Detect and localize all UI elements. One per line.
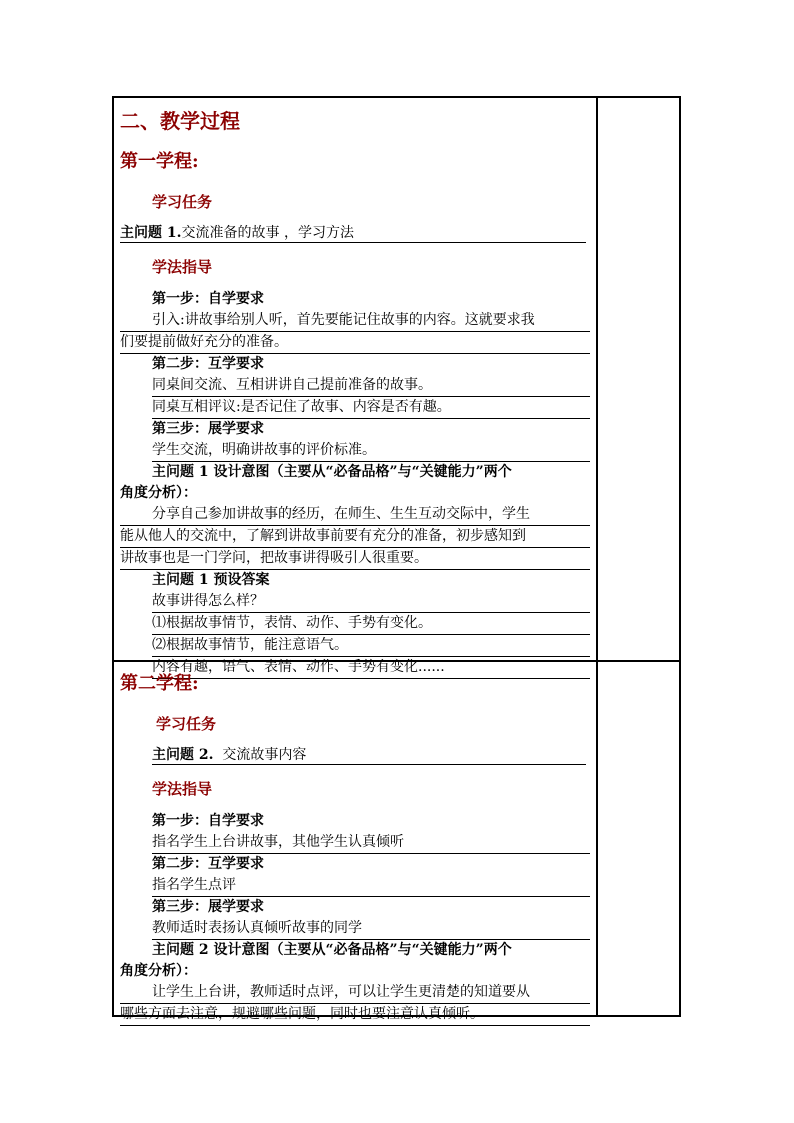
part2-question: [152, 746, 586, 765]
text-line: 指名学生上台讲故事，其他学生认真倾听: [152, 832, 590, 854]
part1-task-heading: 学习任务: [152, 193, 213, 211]
section-title: 二、教学过程: [120, 109, 240, 133]
text-line: ⑵根据故事情节，能注意语气。: [152, 635, 590, 657]
part2-intent-label-cont: 角度分析）：: [120, 963, 197, 979]
part2-step2-label: 第二步：互学要求: [152, 856, 264, 872]
column-divider: [596, 98, 598, 1015]
text-line: 学生交流，明确讲故事的评价标准。: [152, 440, 590, 462]
part1-intent-label: 主问题 1 设计意图（主要从“必备品格”与“关键能力”两个: [152, 464, 512, 480]
text-line: 们要提前做好充分的准备。: [120, 332, 590, 354]
text-line: 故事讲得怎么样？: [152, 591, 590, 613]
part1-step2-label: 第二步：互学要求: [152, 356, 264, 372]
text-line: 哪些方面去注意，规避哪些问题，同时也要注意认真倾听。: [120, 1004, 590, 1026]
text-line: 同桌互相评议:是否记住了故事、内容是否有趣。: [152, 397, 590, 419]
text-line: 引入:讲故事给别人听，首先要能记住故事的内容。这就要求我: [120, 310, 590, 332]
part1-question-label: 主问题 1.: [120, 225, 182, 241]
part2-method-heading: 学法指导: [152, 780, 213, 798]
part2-intent-label: 主问题 2 设计意图（主要从“必备品格”与“关键能力”两个: [152, 942, 512, 958]
text-line: 讲故事也是一门学问，把故事讲得吸引人很重要。: [120, 548, 590, 570]
text-line: 能从他人的交流中，了解到讲故事前要有充分的准备，初步感知到: [120, 526, 590, 548]
part2-intent-text: [120, 982, 590, 1026]
part2-task-heading: 学习任务: [156, 715, 217, 733]
part1-title: 第一学程:: [120, 151, 199, 172]
text-line: ⑴根据故事情节，表情、动作、手势有变化。: [152, 613, 590, 635]
text-line: 同桌间交流、互相讲讲自己提前准备的故事。: [152, 375, 590, 397]
part1-answer-label: 主问题 1 预设答案: [152, 572, 270, 588]
text-line: 指名学生点评: [152, 875, 590, 897]
part1-intent-text: [120, 504, 590, 570]
part1-method-heading: 学法指导: [152, 258, 213, 276]
lesson-table: [112, 96, 681, 1022]
text-line: 让学生上台讲，教师适时点评，可以让学生更清楚的知道要从: [120, 982, 590, 1004]
text-line: 内容有趣，语气、表情、动作、手势有变化......: [152, 657, 590, 679]
part1-intent-label-cont: 角度分析）：: [120, 485, 197, 501]
row-1-content: [120, 108, 590, 679]
part2-step1-label: 第一步：自学要求: [152, 813, 264, 829]
part1-question: [120, 224, 586, 243]
part1-step1-label: 第一步：自学要求: [152, 291, 264, 307]
part2-step3-label: 第三步：展学要求: [152, 899, 264, 915]
text-line: 教师适时表扬认真倾听故事的同学: [152, 918, 590, 940]
row-2-content: [120, 672, 590, 1026]
part2-title: 第二学程:: [120, 673, 199, 694]
part2-question-text: 交流故事内容: [222, 747, 307, 763]
text-line: 分享自己参加讲故事的经历，在师生、生生互动交际中，学生: [120, 504, 590, 526]
part1-step3-label: 第三步：展学要求: [152, 421, 264, 437]
part1-question-text: 交流准备的故事 ，学习方法: [181, 225, 354, 241]
part1-step1-text: [120, 310, 590, 354]
part2-question-label: 主问题 2.: [152, 747, 214, 763]
